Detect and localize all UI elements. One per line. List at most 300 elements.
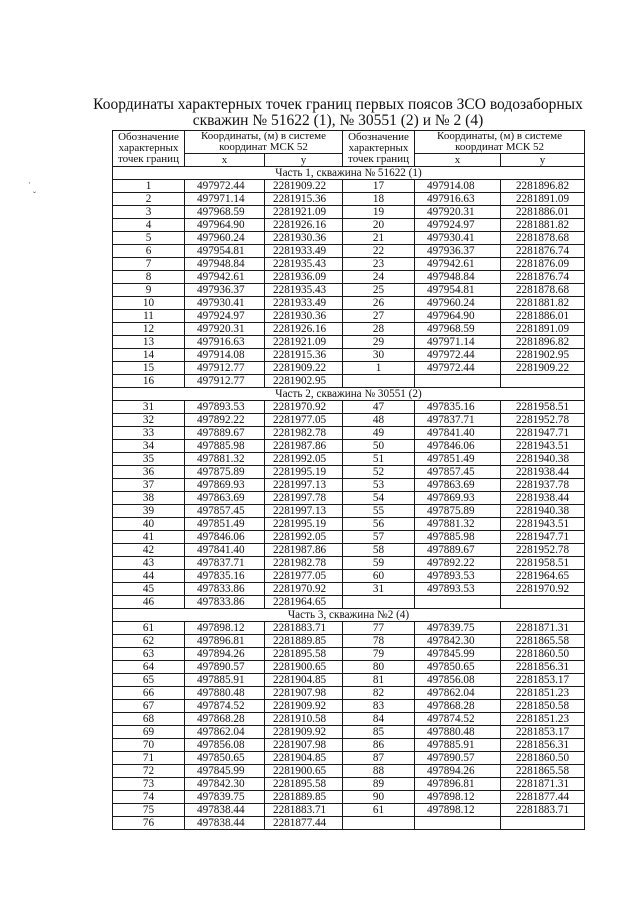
y-coordinate: 2281926.16: [265, 323, 343, 336]
y-coordinate: 2281889.85: [265, 791, 343, 804]
y-header: y: [265, 154, 343, 167]
point-number: 65: [113, 674, 185, 687]
point-number: 58: [343, 544, 415, 557]
x-header: x: [185, 154, 265, 167]
y-coordinate: 2281909.22: [265, 362, 343, 375]
x-coordinate: 497948.84: [415, 271, 501, 284]
table-row: [113, 544, 585, 557]
x-coordinate: 497856.08: [185, 739, 265, 752]
point-number: 43: [113, 557, 185, 570]
point-number: 8: [113, 271, 185, 284]
table-row: [113, 219, 585, 232]
y-coordinate: 2281876.74: [501, 245, 585, 258]
x-coordinate: 497893.53: [185, 401, 265, 414]
point-number: 48: [343, 414, 415, 427]
y-coordinate: 2281921.09: [265, 206, 343, 219]
x-coordinate: 497894.26: [415, 765, 501, 778]
table-row: [113, 206, 585, 219]
x-coordinate: 497893.53: [415, 570, 501, 583]
scan-speck: ˇ: [33, 190, 36, 200]
coords-label-header: Координаты, (м) в системе координат МСК 52: [415, 131, 585, 154]
y-coordinate: 2281902.95: [265, 375, 343, 388]
point-label-header: Обозначение характерных точек границ: [113, 131, 185, 167]
point-number: 19: [343, 206, 415, 219]
table-row: [113, 297, 585, 310]
x-coordinate: 497942.61: [185, 271, 265, 284]
y-coordinate: 2281883.71: [265, 622, 343, 635]
point-number: 74: [113, 791, 185, 804]
table-row: [113, 713, 585, 726]
table-row: [113, 648, 585, 661]
table-row: [113, 440, 585, 453]
y-coordinate: 2281910.58: [265, 713, 343, 726]
x-coordinate: 497930.41: [415, 232, 501, 245]
header-row: [113, 131, 585, 154]
table-row: [113, 791, 585, 804]
point-number: 17: [343, 180, 415, 193]
y-coordinate: 2281909.22: [501, 362, 585, 375]
x-coordinate: 497851.49: [185, 518, 265, 531]
point-number: 40: [113, 518, 185, 531]
x-coordinate: 497896.81: [415, 778, 501, 791]
x-coordinate: 497936.37: [415, 245, 501, 258]
y-coordinate: 2281970.92: [265, 401, 343, 414]
point-number: 70: [113, 739, 185, 752]
table-row: [113, 687, 585, 700]
y-coordinate: 2281896.82: [501, 336, 585, 349]
y-coordinate: 2281933.49: [265, 297, 343, 310]
y-coordinate: 2281940.38: [501, 505, 585, 518]
y-coordinate: 2281958.51: [501, 401, 585, 414]
point-number: 66: [113, 687, 185, 700]
coordinates-table: [112, 130, 585, 830]
point-number: 42: [113, 544, 185, 557]
point-number: 16: [113, 375, 185, 388]
x-coordinate: 497972.44: [415, 362, 501, 375]
y-coordinate: 2281883.71: [501, 804, 585, 817]
y-coordinate: 2281995.19: [265, 466, 343, 479]
y-coordinate: 2281915.36: [265, 349, 343, 362]
y-coordinate: 2281940.38: [501, 453, 585, 466]
x-coordinate: 497890.57: [185, 661, 265, 674]
point-number: 49: [343, 427, 415, 440]
table-row: [113, 466, 585, 479]
y-coordinate: 2281886.01: [501, 310, 585, 323]
table-row: [113, 193, 585, 206]
x-coordinate: 497898.12: [415, 791, 501, 804]
x-coordinate: 497954.81: [415, 284, 501, 297]
table-row: [113, 622, 585, 635]
y-coordinate: [501, 596, 585, 609]
y-coordinate: 2281856.31: [501, 661, 585, 674]
x-coordinate: 497863.69: [185, 492, 265, 505]
x-coordinate: 497875.89: [185, 466, 265, 479]
x-coordinate: 497850.65: [185, 752, 265, 765]
x-coordinate: [415, 596, 501, 609]
table-row: [113, 505, 585, 518]
y-coordinate: 2281907.98: [265, 687, 343, 700]
point-number: 10: [113, 297, 185, 310]
point-number: [343, 596, 415, 609]
x-coordinate: 497916.63: [185, 336, 265, 349]
x-header: x: [415, 154, 501, 167]
y-coordinate: 2281982.78: [265, 427, 343, 440]
y-coordinate: 2281886.01: [501, 206, 585, 219]
table-row: [113, 765, 585, 778]
x-coordinate: 497960.24: [185, 232, 265, 245]
point-number: 31: [343, 583, 415, 596]
point-number: 57: [343, 531, 415, 544]
point-number: 15: [113, 362, 185, 375]
y-coordinate: 2281896.82: [501, 180, 585, 193]
y-coordinate: 2281881.82: [501, 219, 585, 232]
point-number: 31: [113, 401, 185, 414]
y-coordinate: 2281850.58: [501, 700, 585, 713]
table-row: [113, 700, 585, 713]
section-title: Часть 1, скважина № 51622 (1): [113, 167, 585, 180]
point-number: 75: [113, 804, 185, 817]
table-row: [113, 778, 585, 791]
x-coordinate: 497856.08: [415, 674, 501, 687]
table-row: [113, 336, 585, 349]
y-coordinate: 2281865.58: [501, 765, 585, 778]
x-coordinate: 497842.30: [185, 778, 265, 791]
point-number: 6: [113, 245, 185, 258]
y-coordinate: 2281935.43: [265, 258, 343, 271]
x-coordinate: 497971.14: [415, 336, 501, 349]
point-number: 26: [343, 297, 415, 310]
y-coordinate: 2281995.19: [265, 518, 343, 531]
y-coordinate: 2281997.13: [265, 505, 343, 518]
y-coordinate: 2281938.44: [501, 466, 585, 479]
y-coordinate: 2281891.09: [501, 323, 585, 336]
table-row: [113, 817, 585, 830]
point-number: 71: [113, 752, 185, 765]
y-coordinate: 2281997.13: [265, 479, 343, 492]
point-number: 60: [343, 570, 415, 583]
x-coordinate: 497972.44: [415, 349, 501, 362]
y-coordinate: 2281878.68: [501, 232, 585, 245]
x-coordinate: 497896.81: [185, 635, 265, 648]
x-coordinate: 497964.90: [185, 219, 265, 232]
point-number: 24: [343, 271, 415, 284]
point-number: 1: [113, 180, 185, 193]
table-row: [113, 323, 585, 336]
x-coordinate: 497841.40: [185, 544, 265, 557]
point-number: 27: [343, 310, 415, 323]
y-coordinate: 2281853.17: [501, 726, 585, 739]
point-number: 52: [343, 466, 415, 479]
table-row: [113, 739, 585, 752]
x-coordinate: 497846.06: [185, 531, 265, 544]
x-coordinate: 497835.16: [415, 401, 501, 414]
y-coordinate: 2281904.85: [265, 752, 343, 765]
table-row: [113, 310, 585, 323]
point-number: 35: [113, 453, 185, 466]
y-coordinate: 2281943.51: [501, 518, 585, 531]
point-number: 46: [113, 596, 185, 609]
y-coordinate: 2281891.09: [501, 193, 585, 206]
y-coordinate: 2281964.65: [501, 570, 585, 583]
point-number: 50: [343, 440, 415, 453]
x-coordinate: 497924.97: [415, 219, 501, 232]
x-coordinate: 497880.48: [415, 726, 501, 739]
point-number: 11: [113, 310, 185, 323]
y-coordinate: 2281997.78: [265, 492, 343, 505]
table-row: [113, 362, 585, 375]
table-row: [113, 258, 585, 271]
point-number: 81: [343, 674, 415, 687]
point-number: 77: [343, 622, 415, 635]
point-number: 54: [343, 492, 415, 505]
x-coordinate: 497972.44: [185, 180, 265, 193]
point-number: 89: [343, 778, 415, 791]
point-number: 3: [113, 206, 185, 219]
point-number: 55: [343, 505, 415, 518]
x-coordinate: 497869.93: [185, 479, 265, 492]
x-coordinate: 497914.08: [415, 180, 501, 193]
table-row: [113, 414, 585, 427]
x-coordinate: 497930.41: [185, 297, 265, 310]
x-coordinate: 497954.81: [185, 245, 265, 258]
x-coordinate: 497893.53: [415, 583, 501, 596]
x-coordinate: 497971.14: [185, 193, 265, 206]
x-coordinate: 497880.48: [185, 687, 265, 700]
y-coordinate: 2281943.51: [501, 440, 585, 453]
table-row: [113, 635, 585, 648]
y-coordinate: 2281883.71: [265, 804, 343, 817]
point-number: 62: [113, 635, 185, 648]
section-row: [113, 609, 585, 622]
y-coordinate: 2281958.51: [501, 557, 585, 570]
y-coordinate: 2281881.82: [501, 297, 585, 310]
point-number: 7: [113, 258, 185, 271]
table-row: [113, 245, 585, 258]
x-coordinate: 497839.75: [185, 791, 265, 804]
point-number: 32: [113, 414, 185, 427]
table-row: [113, 726, 585, 739]
point-number: 28: [343, 323, 415, 336]
point-number: 14: [113, 349, 185, 362]
y-coordinate: 2281938.44: [501, 492, 585, 505]
table-row: [113, 804, 585, 817]
table-row: [113, 674, 585, 687]
y-coordinate: 2281937.78: [501, 479, 585, 492]
x-coordinate: 497898.12: [185, 622, 265, 635]
y-coordinate: 2281992.05: [265, 531, 343, 544]
x-coordinate: 497936.37: [185, 284, 265, 297]
point-number: 84: [343, 713, 415, 726]
y-coordinate: 2281871.31: [501, 622, 585, 635]
table-row: [113, 271, 585, 284]
point-number: 4: [113, 219, 185, 232]
table-row: [113, 583, 585, 596]
y-coordinate: 2281947.71: [501, 427, 585, 440]
x-coordinate: 497842.30: [415, 635, 501, 648]
x-coordinate: 497868.28: [185, 713, 265, 726]
y-coordinate: 2281982.78: [265, 557, 343, 570]
point-number: 86: [343, 739, 415, 752]
x-coordinate: 497875.89: [415, 505, 501, 518]
point-number: 76: [113, 817, 185, 830]
x-coordinate: 497874.52: [185, 700, 265, 713]
x-coordinate: 497837.71: [415, 414, 501, 427]
x-coordinate: 497964.90: [415, 310, 501, 323]
x-coordinate: 497942.61: [415, 258, 501, 271]
point-number: 82: [343, 687, 415, 700]
y-coordinate: 2281876.09: [501, 258, 585, 271]
x-coordinate: 497914.08: [185, 349, 265, 362]
x-coordinate: 497885.91: [415, 739, 501, 752]
point-number: 20: [343, 219, 415, 232]
point-number: 23: [343, 258, 415, 271]
point-number: [343, 375, 415, 388]
point-number: 2: [113, 193, 185, 206]
y-coordinate: 2281853.17: [501, 674, 585, 687]
point-number: 56: [343, 518, 415, 531]
table-row: [113, 349, 585, 362]
y-coordinate: 2281987.86: [265, 544, 343, 557]
y-coordinate: 2281964.65: [265, 596, 343, 609]
x-coordinate: 497863.69: [415, 479, 501, 492]
y-coordinate: 2281877.44: [265, 817, 343, 830]
table-row: [113, 375, 585, 388]
point-number: 44: [113, 570, 185, 583]
x-coordinate: [415, 817, 501, 830]
point-number: 21: [343, 232, 415, 245]
table-row: [113, 531, 585, 544]
point-number: 30: [343, 349, 415, 362]
y-coordinate: 2281970.92: [265, 583, 343, 596]
table-row: [113, 427, 585, 440]
y-coordinate: 2281889.85: [265, 635, 343, 648]
point-number: 72: [113, 765, 185, 778]
y-coordinate: 2281895.58: [265, 778, 343, 791]
x-coordinate: 497845.99: [185, 765, 265, 778]
point-number: 22: [343, 245, 415, 258]
table-row: [113, 284, 585, 297]
table-row: [113, 492, 585, 505]
point-number: 9: [113, 284, 185, 297]
y-coordinate: 2281930.36: [265, 232, 343, 245]
y-coordinate: 2281860.50: [501, 648, 585, 661]
point-number: 38: [113, 492, 185, 505]
point-number: 18: [343, 193, 415, 206]
y-coordinate: 2281856.31: [501, 739, 585, 752]
coords-label-header: Координаты, (м) в системе координат МСК 52: [185, 131, 343, 154]
x-coordinate: 497916.63: [415, 193, 501, 206]
title-line-2: скважин № 51622 (1), № 30551 (2) и № 2 (4): [192, 112, 484, 129]
x-coordinate: 497851.49: [415, 453, 501, 466]
x-coordinate: 497868.28: [415, 700, 501, 713]
x-coordinate: 497960.24: [415, 297, 501, 310]
x-coordinate: 497920.31: [185, 323, 265, 336]
table-row: [113, 180, 585, 193]
point-number: 73: [113, 778, 185, 791]
x-coordinate: 497874.52: [415, 713, 501, 726]
y-coordinate: [501, 817, 585, 830]
coordinates-table-body: [113, 131, 585, 830]
table-row: [113, 232, 585, 245]
x-coordinate: 497881.32: [415, 518, 501, 531]
point-number: 63: [113, 648, 185, 661]
y-coordinate: 2281900.65: [265, 661, 343, 674]
x-coordinate: 497838.44: [185, 817, 265, 830]
y-coordinate: 2281930.36: [265, 310, 343, 323]
point-number: 87: [343, 752, 415, 765]
y-coordinate: 2281904.85: [265, 674, 343, 687]
x-coordinate: 497920.31: [415, 206, 501, 219]
y-coordinate: 2281977.05: [265, 414, 343, 427]
x-coordinate: 497837.71: [185, 557, 265, 570]
y-coordinate: 2281992.05: [265, 453, 343, 466]
x-coordinate: [415, 375, 501, 388]
point-number: 34: [113, 440, 185, 453]
y-coordinate: 2281909.92: [265, 726, 343, 739]
y-coordinate: 2281947.71: [501, 531, 585, 544]
y-coordinate: 2281933.49: [265, 245, 343, 258]
point-number: 36: [113, 466, 185, 479]
y-header: y: [501, 154, 585, 167]
x-coordinate: 497862.04: [415, 687, 501, 700]
y-coordinate: 2281902.95: [501, 349, 585, 362]
table-row: [113, 401, 585, 414]
point-number: 39: [113, 505, 185, 518]
x-coordinate: 497892.22: [185, 414, 265, 427]
section-row: [113, 167, 585, 180]
x-coordinate: 497889.67: [185, 427, 265, 440]
point-number: 12: [113, 323, 185, 336]
section-row: [113, 388, 585, 401]
section-title: Часть 2, скважина № 30551 (2): [113, 388, 585, 401]
point-number: 69: [113, 726, 185, 739]
y-coordinate: 2281935.43: [265, 284, 343, 297]
x-coordinate: 497839.75: [415, 622, 501, 635]
x-coordinate: 497889.67: [415, 544, 501, 557]
table-row: [113, 570, 585, 583]
point-number: 85: [343, 726, 415, 739]
y-coordinate: 2281871.31: [501, 778, 585, 791]
x-coordinate: 497892.22: [415, 557, 501, 570]
table-row: [113, 479, 585, 492]
y-coordinate: 2281860.50: [501, 752, 585, 765]
x-coordinate: 497833.86: [185, 596, 265, 609]
y-coordinate: [501, 375, 585, 388]
x-coordinate: 497885.91: [185, 674, 265, 687]
x-coordinate: 497881.32: [185, 453, 265, 466]
x-coordinate: 497924.97: [185, 310, 265, 323]
y-coordinate: 2281909.92: [265, 700, 343, 713]
y-coordinate: 2281952.78: [501, 544, 585, 557]
point-number: 83: [343, 700, 415, 713]
point-number: 78: [343, 635, 415, 648]
point-number: 51: [343, 453, 415, 466]
x-coordinate: 497948.84: [185, 258, 265, 271]
point-number: 68: [113, 713, 185, 726]
point-number: 80: [343, 661, 415, 674]
x-coordinate: 497850.65: [415, 661, 501, 674]
point-number: 33: [113, 427, 185, 440]
point-number: 88: [343, 765, 415, 778]
title-line-1: Координаты характерных точек границ первых поясов ЗСО водозаборных: [93, 96, 583, 113]
y-coordinate: 2281877.44: [501, 791, 585, 804]
x-coordinate: 497833.86: [185, 583, 265, 596]
y-coordinate: 2281851.23: [501, 713, 585, 726]
table-row: [113, 661, 585, 674]
table-row: [113, 557, 585, 570]
x-coordinate: 497838.44: [185, 804, 265, 817]
point-number: 41: [113, 531, 185, 544]
